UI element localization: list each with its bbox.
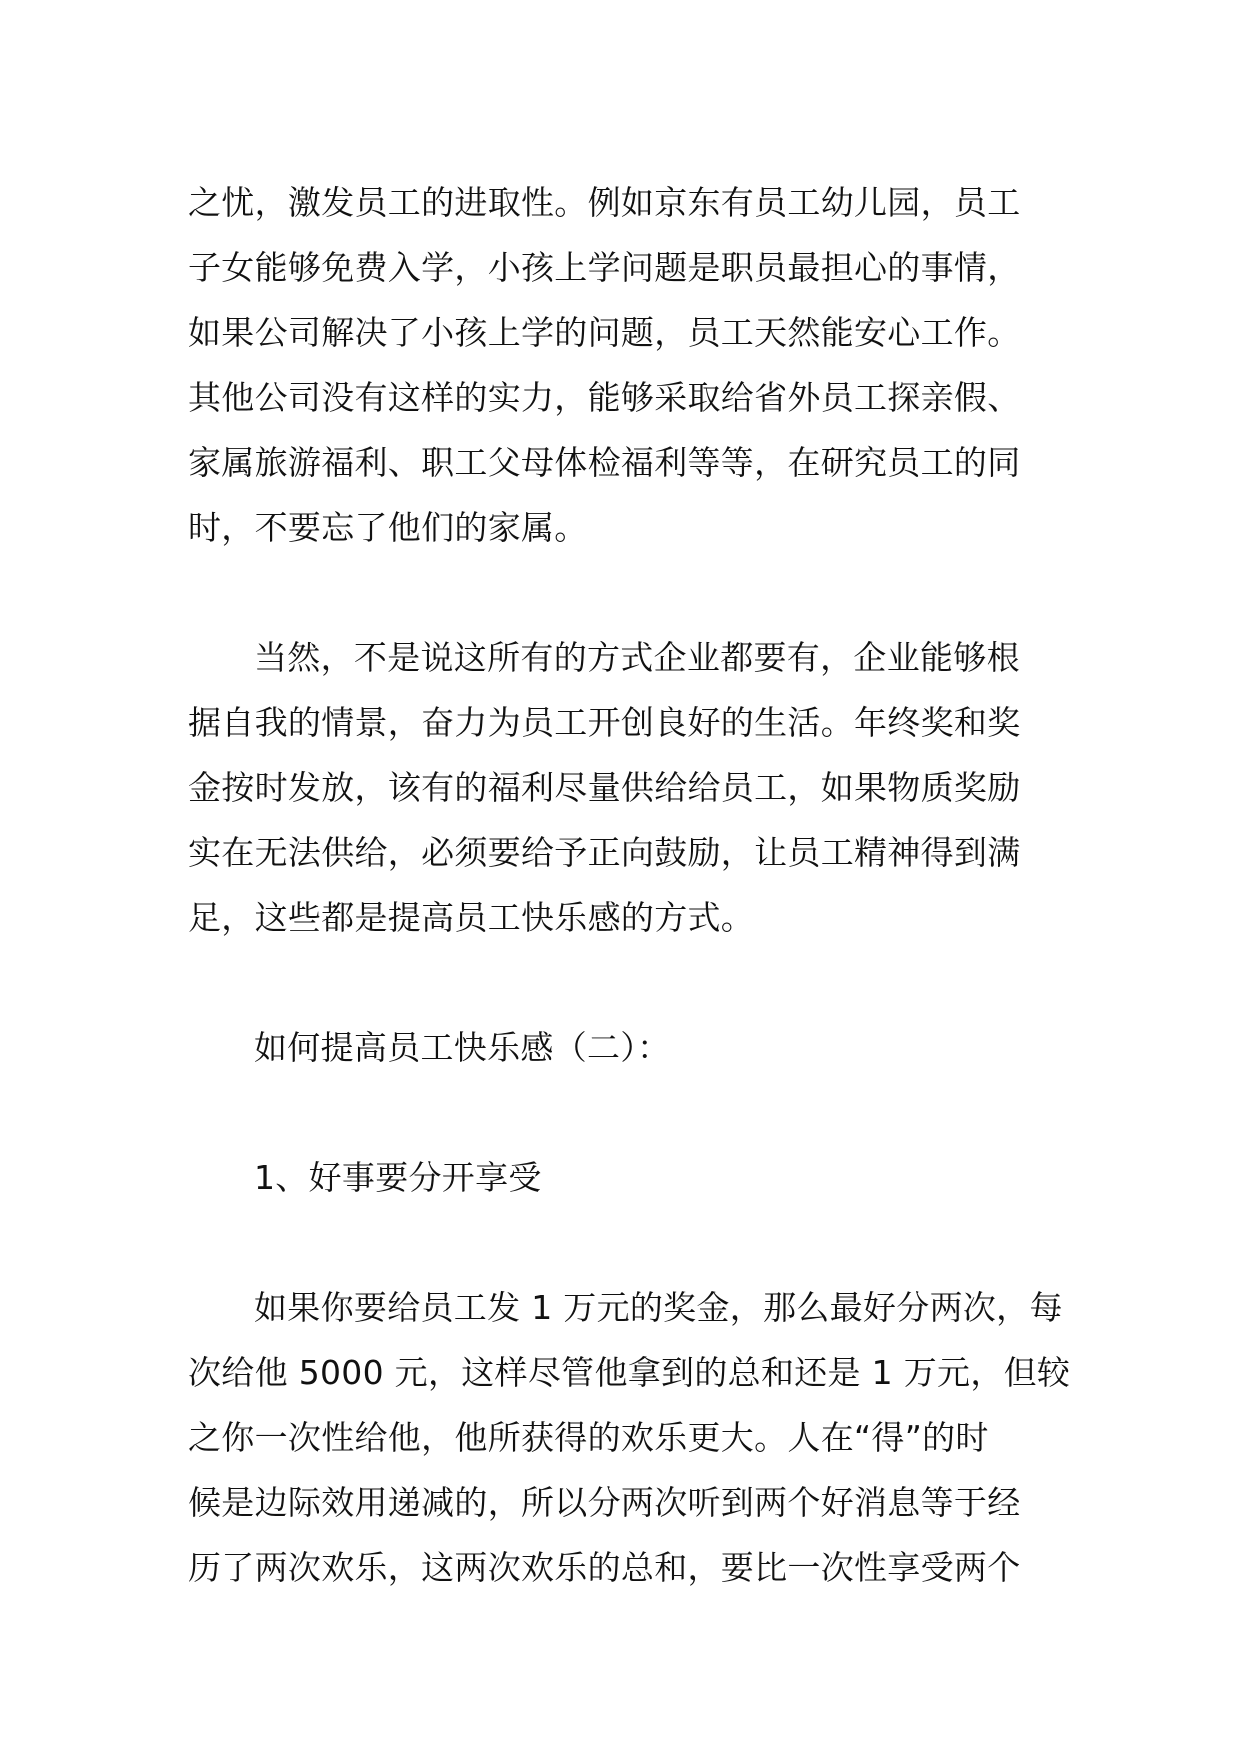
text-line: 之你一次性给他，他所获得的欢乐更大。人在“得”的时: [188, 1418, 989, 1457]
text-line: 金按时发放，该有的福利尽量供给给员工，如果物质奖励: [188, 768, 1021, 807]
text-line: 次给他 5000 元，这样尽管他拿到的总和还是 1 万元，但较: [188, 1353, 1071, 1392]
text-line: 子女能够免费入学，小孩上学问题是职员最担心的事情，: [188, 248, 1021, 287]
paragraph-p2: [188, 625, 1058, 950]
text-line: 如果你要给员工发 1 万元的奖金，那么最好分两次，每: [254, 1288, 1063, 1327]
text-line: 时，不要忘了他们的家属。: [188, 508, 588, 547]
text-line: 之忧，激发员工的进取性。例如京东有员工幼儿园，员工: [188, 183, 1021, 222]
paragraph-p1: [188, 170, 1058, 560]
text-line: 其他公司没有这样的实力，能够采取给省外员工探亲假、: [188, 378, 1021, 417]
text-line: 实在无法供给，必须要给予正向鼓励，让员工精神得到满: [188, 833, 1021, 872]
text-line: 如果公司解决了小孩上学的问题，员工天然能安心工作。: [188, 313, 1021, 352]
document-body: [188, 170, 1071, 1600]
section-heading: [188, 1015, 1058, 1080]
text-line: 据自我的情景，奋力为员工开创良好的生活。年终奖和奖: [188, 703, 1021, 742]
paragraph-gap: [188, 1210, 1058, 1275]
paragraph-gap: [188, 560, 1058, 625]
heading-text: 1、好事要分开享受: [254, 1158, 542, 1197]
text-line: 家属旅游福利、职工父母体检福利等等，在研究员工的同: [188, 443, 1021, 482]
paragraph-gap: [188, 1080, 1058, 1145]
text-line: 足，这些都是提高员工快乐感的方式。: [188, 898, 755, 937]
heading-text: 如何提高员工快乐感（二）：: [254, 1028, 671, 1067]
text-line: 历了两次欢乐，这两次欢乐的总和，要比一次性享受两个: [188, 1548, 1021, 1587]
subsection-heading: [188, 1145, 1058, 1210]
text-line: 候是边际效用递减的，所以分两次听到两个好消息等于经: [188, 1483, 1021, 1522]
paragraph-gap: [188, 950, 1058, 1015]
text-line: 当然，不是说这所有的方式企业都要有，企业能够根: [254, 638, 1020, 677]
paragraph-p5: [188, 1275, 1071, 1600]
